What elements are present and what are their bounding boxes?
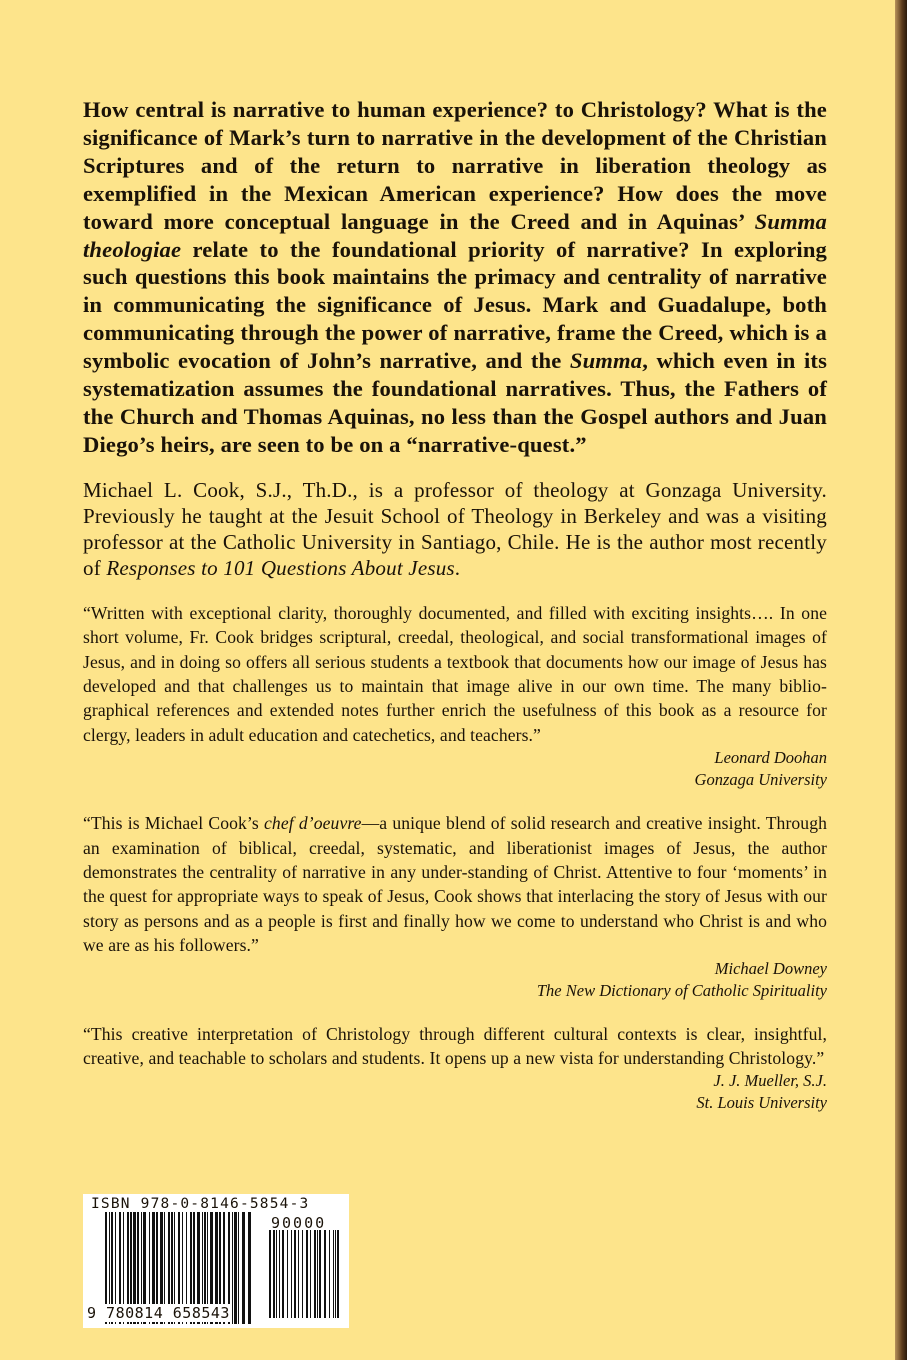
text-segment: . [454, 555, 461, 580]
addon-bar [306, 1230, 308, 1318]
addon-bar [324, 1230, 326, 1318]
addon-bar [276, 1230, 277, 1318]
barcode-bar [232, 1212, 233, 1324]
endorsement-quote [83, 811, 827, 957]
addon-bar [269, 1230, 271, 1318]
text-segment: , which even in its systematization assumes the foundational narratives. Thus, the Fathers of the Church and Thomas Aquinas, no less than the Gospel authors and Juan Diego’s heirs, are seen to be on a “narrative-quest.” [83, 348, 828, 457]
attribution-affiliation: St. Louis University [696, 1093, 827, 1113]
addon-bar [317, 1230, 318, 1318]
ean-number: 9 780814 658543 [87, 1304, 230, 1322]
endorsements [83, 601, 827, 1115]
attribution-name: Michael Downey [714, 958, 827, 978]
price-addon-text: 90000 [271, 1214, 327, 1232]
addon-bar [337, 1230, 339, 1318]
endorsement-attribution [83, 1070, 827, 1114]
addon-bar [294, 1230, 296, 1318]
author-bio [83, 477, 827, 581]
italic-title: Summa [569, 348, 643, 374]
text-segment: “This creative interpretation of Christology through different cultural contexts is clear, insightful, creative, and teachable to scholars and students. It opens up a new vista for understanding Christology.” [83, 1023, 827, 1069]
barcode-bar [234, 1212, 237, 1324]
attribution-affiliation: The New Dictionary of Catholic Spirituality [536, 980, 827, 1000]
addon-bar [314, 1230, 316, 1318]
barcode-bar [242, 1212, 245, 1324]
addon-bar [333, 1230, 334, 1318]
isbn-barcode [83, 1194, 349, 1328]
text-segment: How central is narrative to human experience? to Christology? What is the significance of Mark’s turn to narrative in the development of the Christian Scriptures and of the return to narrative in liberation theology as exemplified in the Mexican American experience? How does the move toward more conceptual language in the Creed and in Aquinas’ [83, 97, 827, 234]
addon-bar [279, 1230, 280, 1318]
italic-title: chef d’oeuvre [264, 813, 362, 834]
italic-title: Summa theologiae [83, 208, 827, 262]
addon-bar [329, 1230, 330, 1318]
text-segment: Michael L. Cook, S.J., Th.D., is a professor of theology at Gonzaga University. Previously he taught at the Jesuit School of Theology in Berkeley and was a visiting professor at the Catholic University in Santiago, Chile. He is the author most recently of [83, 477, 827, 580]
attribution-name: Leonard Doohan [714, 748, 827, 768]
endorsement-quote [83, 601, 827, 747]
attribution-affiliation: Gonzaga University [694, 770, 827, 790]
addon-bar [335, 1230, 336, 1318]
addon-bar [273, 1230, 275, 1318]
text-segment: —a unique blend of solid research and creative insight. Through an examination of biblical, creedal, systematic, and liberationist images of Jesus, the author demonstrates the centrality of narrative in any under-standing of Christ. Attentive to four ‘moments’ in the quest for appropriate ways to speak of Jesus, Cook shows that interlacing the story of Jesus with our story as persons and as a people is first and finally how we come to understand who Christ is and who we are as his followers.” [83, 813, 827, 956]
endorsement-quote [83, 1022, 827, 1071]
barcode-bar [248, 1212, 251, 1324]
lead-paragraph [83, 96, 827, 459]
italic-title: Responses to 101 Questions About Jesus [106, 555, 455, 580]
addon-bar [310, 1230, 311, 1318]
attribution-name: J. J. Mueller, S.J. [713, 1071, 827, 1091]
isbn-text: ISBN 978-0-8146-5854-3 [91, 1196, 310, 1212]
text-segment: relate to the foundational priority of narrative? In exploring such questions this book maintains the primacy and centrality of narrative in communicating the significance of Jesus. Mark and Guadalupe, both communicating through the power of narrative, frame the Creed, which is a symbolic evocation of John’s narrative, and the [83, 236, 827, 374]
back-cover-text [83, 96, 827, 1114]
addon-bar [282, 1230, 284, 1318]
addon-bar [287, 1230, 288, 1318]
barcode-bar [238, 1212, 239, 1324]
spine-edge [895, 0, 907, 1360]
addon-bar [319, 1230, 321, 1318]
endorsement-attribution [83, 958, 827, 1002]
text-segment: “Written with exceptional clarity, thoroughly documented, and filled with exciting insights…. In one short volume, Fr. Cook bridges scriptural, creedal, theological, and social transformational images of Jesus, and in doing so offers all serious students a textbook that documents how our image of Jesus has developed and that challenges us to maintain that image alive in our own time. The many biblio-graphical references and extended notes further enrich the usefulness of this book as a resource for clergy, leaders in adult education and catechetics, and teachers.” [83, 602, 827, 745]
text-segment: “This is Michael Cook’s [83, 813, 265, 834]
addon-bar [302, 1230, 303, 1318]
addon-bar [298, 1230, 299, 1318]
addon-bar [291, 1230, 292, 1318]
endorsement-attribution [83, 747, 827, 791]
